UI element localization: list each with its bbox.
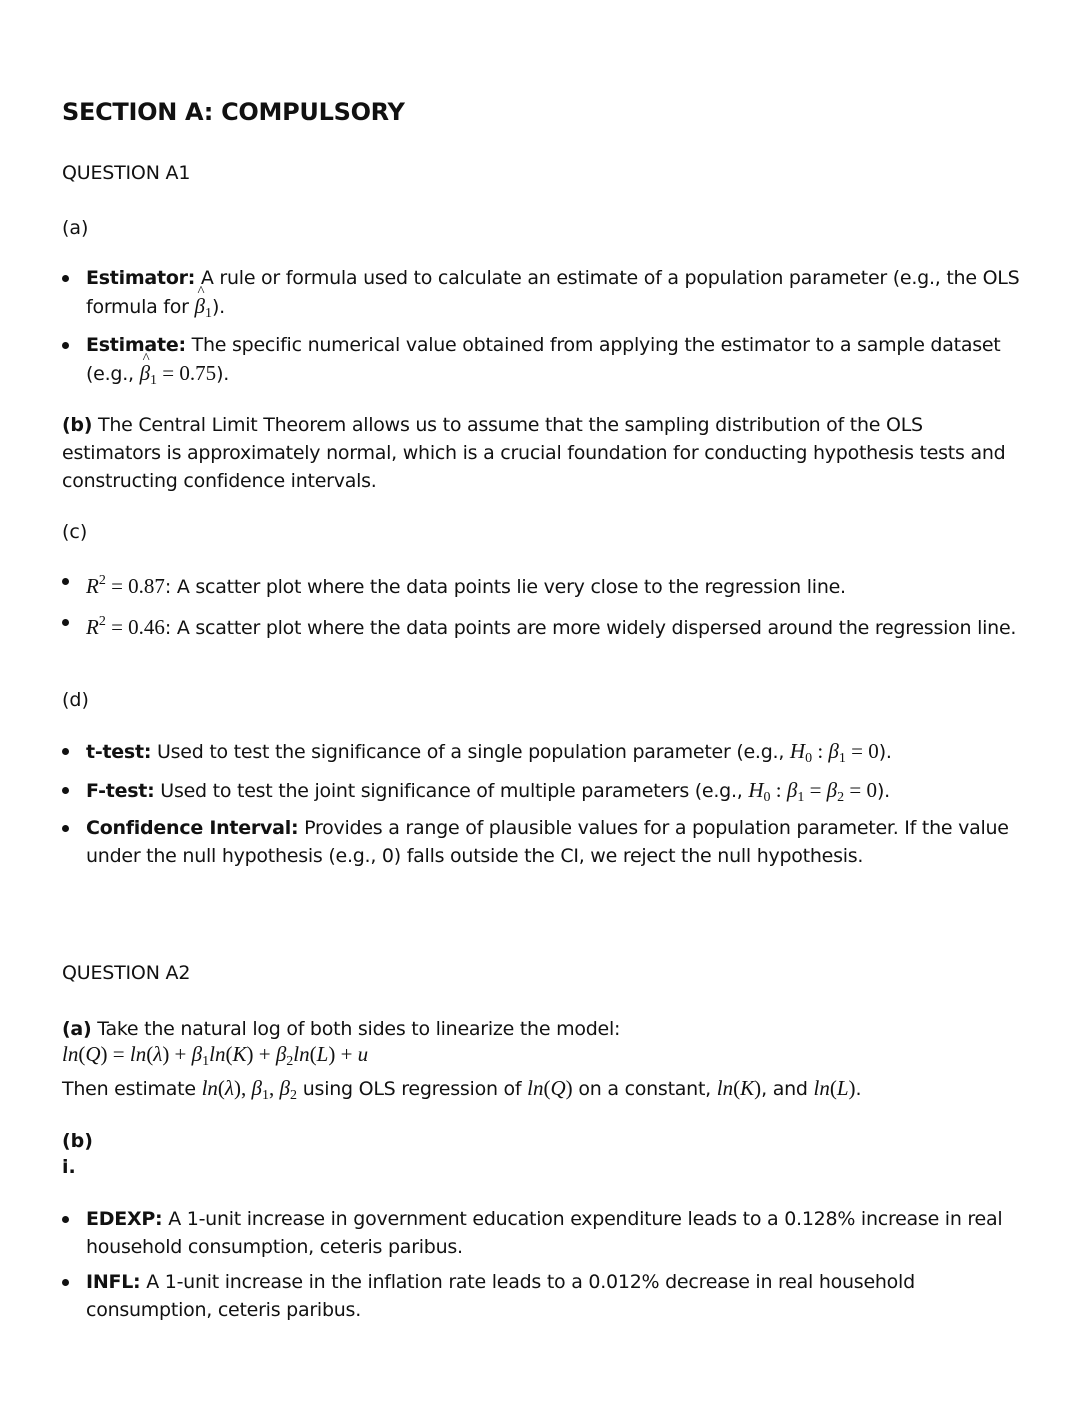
term: F-test: xyxy=(86,780,155,802)
a1-part-b-paragraph: (b) The Central Limit Theorem allows us to assume that the sampling distribution of the OLS estimators is approximately normal, which is a crucial foundation for conducting hypothesis tests and constructing confidence intervals. xyxy=(62,414,1006,492)
term: t-test: xyxy=(86,741,152,763)
definition-text: The specific numerical value obtained from applying the estimator to a sample dataset (e.g., xyxy=(86,334,1001,385)
a1-d-item-f-test: F-test: Used to test the joint significance of multiple parameters (e.g., $H_0$ : $\beta_1 = \beta_2 = 0$). xyxy=(62,776,1022,812)
bullet-icon xyxy=(62,275,69,282)
estimate-value: 0.75 xyxy=(179,361,217,385)
bullet-icon xyxy=(62,787,69,794)
a1-part-d-label: (d) xyxy=(62,689,89,711)
bullet-icon xyxy=(62,1279,69,1286)
a2-b-item-edexp: EDEXP: A 1-unit increase in government education expenditure leads to a 0.128% increase in real household consumption, ceteris paribus. xyxy=(62,1205,1022,1261)
bullet-icon xyxy=(62,748,69,755)
beta-hat-1-math: ^ $\beta_1$ xyxy=(194,294,211,318)
a2-part-a-then: Then estimate ln(λ), $\beta_1$, $\beta_2$ using OLS regression of ln(Q) on a constant, ln(K), and ln(L). xyxy=(62,1076,862,1103)
hypothesis-math: $H_0$ xyxy=(748,778,771,805)
bullet-icon xyxy=(62,342,69,349)
beta-hat-1-math: ^ $\beta_1$ xyxy=(140,361,157,385)
term: INFL: xyxy=(86,1271,141,1293)
a1-d-item-confidence-interval: Confidence Interval: Provides a range of plausible values for a population parameter. If the value under the null hypothesis (e.g., 0) falls outside the CI, we reject the null hypothesis. xyxy=(62,814,1022,870)
a2-b-item-infl: INFL: A 1-unit increase in the inflation rate leads to a 0.012% decrease in real household consumption, ceteris paribus. xyxy=(62,1268,1022,1324)
bullet-icon xyxy=(62,825,69,832)
a2-part-b-label: (b) xyxy=(62,1130,93,1152)
a1-d-item-t-test: t-test: Used to test the significance of a single population parameter (e.g., $H_0$ : $\beta_1 = 0$). xyxy=(62,737,1022,773)
r-squared-math: $R^2$ xyxy=(86,573,106,598)
a1-c-item-r2-low: $R^2 = 0.46$: A scatter plot where the data points are more widely dispersed around the regression line. xyxy=(62,608,1022,642)
r-squared-math: $R^2$ xyxy=(86,614,106,639)
term: Estimate: xyxy=(86,334,186,356)
bullet-icon xyxy=(62,578,69,585)
a1-part-b-label: (b) xyxy=(62,414,93,436)
question-a2-title: QUESTION A2 xyxy=(62,962,191,984)
a2-part-a-intro: (a) Take the natural log of both sides to linearize the model: xyxy=(62,1018,621,1040)
bullet-icon xyxy=(62,1216,69,1223)
r-squared-value: 0.46 xyxy=(128,615,165,639)
question-a1-title: QUESTION A1 xyxy=(62,162,191,184)
r-squared-value: 0.87 xyxy=(128,574,165,598)
hypothesis-math: $H_0$ xyxy=(789,739,813,766)
a2-part-b-sub-label: i. xyxy=(62,1156,76,1178)
a2-part-a-label: (a) xyxy=(62,1018,92,1040)
definition-text: A rule or formula used to calculate an estimate of a population parameter (e.g., the OLS formula for xyxy=(86,267,1020,318)
term: Confidence Interval: xyxy=(86,817,299,839)
term: Estimator: xyxy=(86,267,196,289)
a1-part-c-label: (c) xyxy=(62,521,88,543)
a1-c-item-r2-high: $R^2 = 0.87$: A scatter plot where the data points lie very close to the regression line. xyxy=(62,567,1022,601)
a1-part-a-label: (a) xyxy=(62,217,89,239)
a1-a-item-estimate: Estimate: The specific numerical value obtained from applying the estimator to a sample dataset (e.g., ^ $\beta_1 = 0.75$). xyxy=(62,331,1022,395)
bullet-icon xyxy=(62,619,69,626)
section-title: SECTION A: COMPULSORY xyxy=(62,98,405,126)
params-math: ln xyxy=(201,1076,218,1100)
term: EDEXP: xyxy=(86,1208,163,1230)
a1-a-item-estimator: Estimator: A rule or formula used to calculate an estimate of a population parameter (e.g., the OLS formula for ^ $\beta_1$). xyxy=(62,264,1022,328)
a2-log-equation: $\ln(Q) = \ln(\lambda) + \beta_1\ln(K) + \beta_2\ln(L) + u$ xyxy=(62,1042,369,1069)
